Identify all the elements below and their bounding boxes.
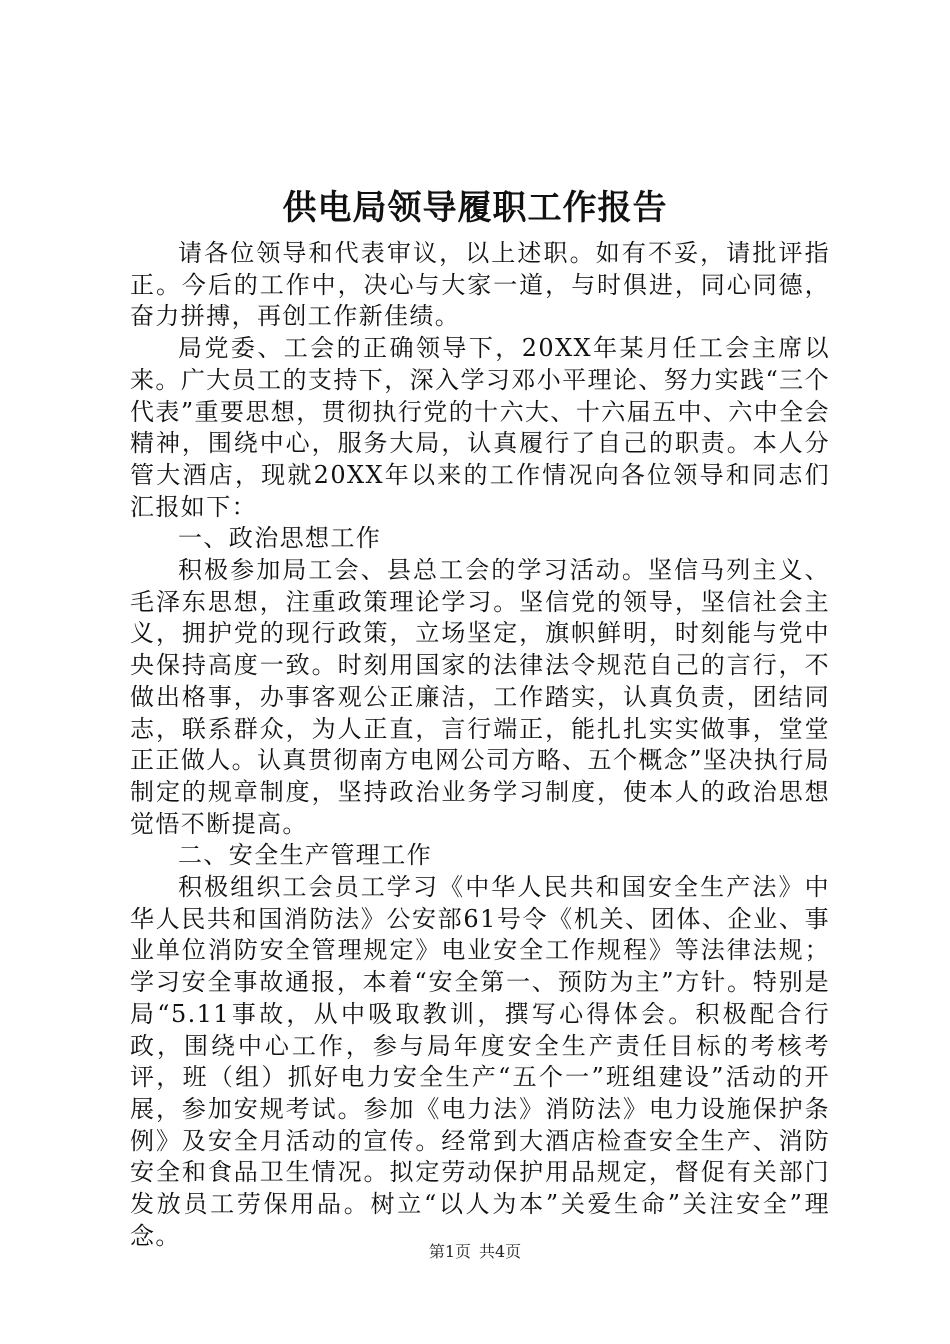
page-total: 共4页 xyxy=(479,1242,522,1261)
page-footer xyxy=(0,1240,950,1264)
paragraph-closing-remarks: 请各位领导和代表审议，以上述职。如有不妥，请批评指正。今后的工作中，决心与大家一道，与时俱进，同心同德，奋力拼搏，再创工作新佳绩。 xyxy=(130,239,830,331)
section-heading-political: 一、政治思想工作 xyxy=(178,524,382,553)
document-title: 供电局领导履职工作报告 xyxy=(282,188,668,228)
page-number: 第1页 xyxy=(428,1242,471,1261)
paragraph-safety-work: 积极组织工会员工学习《中华人民共和国安全生产法》中华人民共和国消防法》公安部61号令《机关、团体、企业、事业单位消防安全管理规定》电业安全工作规程》等法律法规；学习安全事故通报，本着“安全第一、预防为主”方针。特别是局“5.11事故，从中吸取教训，撰写心得体会。积极配合行政，围绕中心工作，参与局年度安全生产责任目标的考核考评，班（组）抓好电力安全生产“五个一”班组建设”活动的开展，参加安规考试。参加《电力法》消防法》电力设施保护条例》及安全月活动的宣传。经常到大酒店检查安全生产、消防安全和食品卫生情况。拟定劳动保护用品规定，督促有关部门发放员工劳保用品。树立“以人为本”关爱生命”关注安全”理念。 xyxy=(130,873,830,1250)
paragraph-political-work: 积极参加局工会、县总工会的学习活动。坚信马列主义、毛泽东思想，注重政策理论学习。坚信党的领导，坚信社会主义，拥护党的现行政策，立场坚定，旗帜鲜明，时刻能与党中央保持高度一致。时刻用国家的法律法令规范自己的言行，不做出格事，办事客观公正廉洁，工作踏实，认真负责，团结同志，联系群众，为人正直，言行端正，能扎扎实实做事，堂堂正正做人。认真贯彻南方电网公司方略、五个概念”坚决执行局制定的规章制度，坚持政治业务学习制度，使本人的政治思想觉悟不断提高。 xyxy=(130,556,830,838)
section-heading-safety: 二、安全生产管理工作 xyxy=(178,841,432,870)
paragraph-introduction: 局党委、工会的正确领导下，20XX年某月任工会主席以来。广大员工的支持下，深入学习邓小平理论、努力实践“三个代表”重要思想，贯彻执行党的十六大、十六届五中、六中全会精神，围绕中心，服务大局，认真履行了自己的职责。本人分管大酒店，现就20XX年以来的工作情况向各位领导和同志们汇报如下： xyxy=(130,334,830,521)
document-body xyxy=(130,238,830,1253)
